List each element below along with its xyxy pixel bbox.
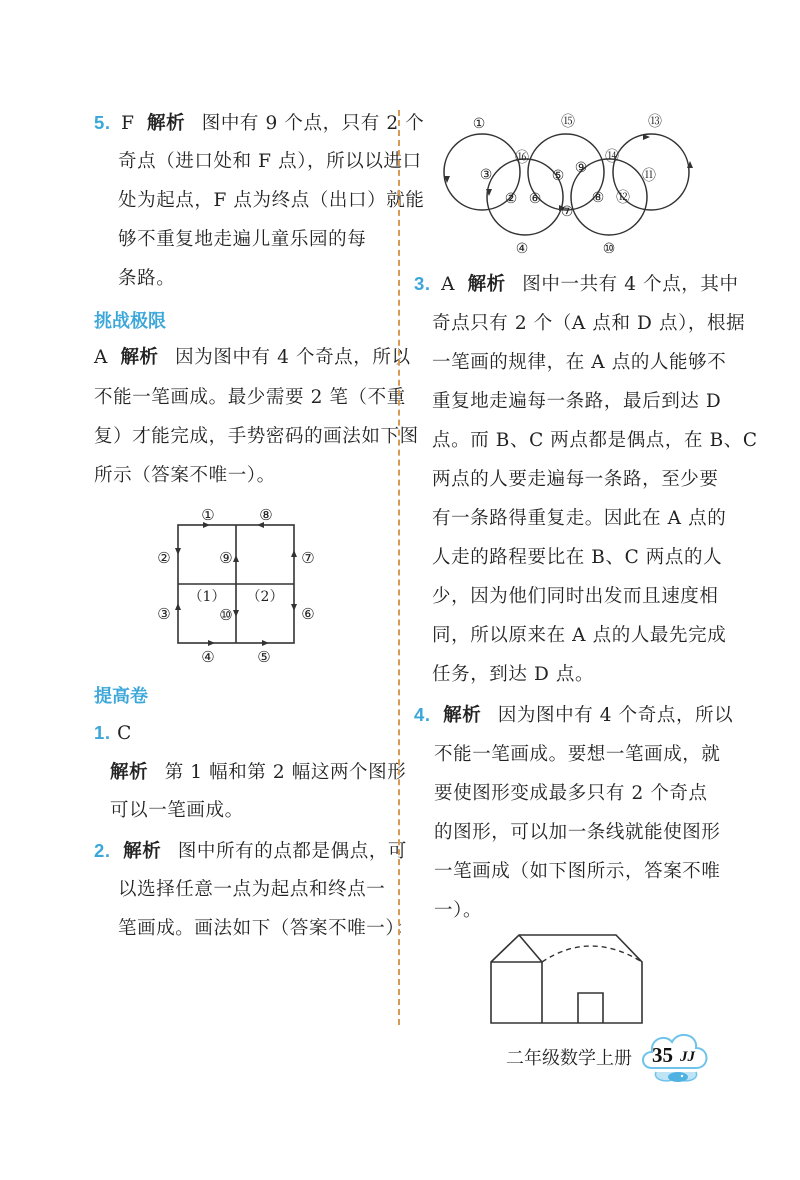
ring-label-4: ④ [515, 241, 529, 257]
q5-first-line [94, 110, 424, 137]
improve-q2-line-3: 笔画成。画法如下（答案不唯一）： [118, 918, 415, 939]
house-figure [480, 925, 660, 1030]
q5-answer: F [121, 113, 135, 134]
ring-label-7: ⑦ [560, 204, 574, 220]
grid-label-left-1: ② [157, 549, 171, 567]
q3-number: 3. [414, 273, 431, 294]
q3-line-10: 同，所以原来在 A 点的人最先完成 [432, 625, 727, 646]
footer-book-title: 二年级数学上册 [506, 1048, 632, 1069]
challenge-heading: 挑战极限 [94, 311, 166, 332]
arrow-left-top-icon [175, 548, 181, 555]
q4-line-2: 不能一笔画成。要想一笔画成，就 [434, 744, 721, 765]
q4-line-1: 因为图中有 4 个奇点，所以 [497, 705, 734, 726]
q5-number: 5. [94, 112, 111, 133]
improve-q2-number: 2. [94, 840, 111, 861]
arrow-bottom-right-icon [262, 640, 269, 646]
challenge-line-1: 因为图中有 4 个奇点，所以 [175, 347, 411, 368]
ring-label-15: ⑮ [561, 114, 575, 130]
q3-line-2: 奇点只有 2 个（A 点和 D 点），根据 [432, 313, 746, 334]
q3-line-6: 两点的人要走遍每一条路，至少要 [432, 469, 719, 490]
challenge-line-3: 复）才能完成，手势密码的画法如下图 [94, 426, 419, 447]
arrow-middle-top-icon [233, 555, 239, 562]
ring-label-6: ⑥ [528, 191, 542, 207]
grid-label-top-2: ⑧ [259, 506, 273, 524]
ring-label-3: ③ [479, 167, 493, 183]
q5-line-3: 处为起点，F 点为终点（出口）就能 [118, 190, 425, 211]
arrow-right-bottom-icon [291, 604, 297, 611]
q4-line-5: 一笔画成（如下图所示，答案不唯 [434, 861, 721, 882]
ring-label-14: ⑭ [605, 149, 619, 165]
grid-path-figure [150, 500, 320, 670]
q3-line-7: 有一条路得重复走。因此在 A 点的 [432, 508, 727, 529]
improve-q2-keyword: 解析 [123, 841, 162, 862]
q5-line-5: 条路。 [118, 268, 176, 289]
improve-q1-line-2: 可以一笔画成。 [110, 800, 244, 821]
q4-first-line [414, 702, 733, 729]
ring-label-8: ⑧ [591, 190, 605, 206]
q5-line-2: 奇点（进口处和 F 点），所以以进口 [118, 151, 422, 172]
challenge-line-2: 不能一笔画成。最少需要 2 笔（不重 [94, 387, 406, 408]
grid-label-left-2: ③ [157, 605, 171, 623]
arrow-bottom-left-icon [208, 640, 215, 646]
grid-label-right-2: ⑥ [301, 605, 315, 623]
ring-label-9: ⑨ [574, 160, 588, 176]
ring-label-13: ⑬ [648, 114, 662, 130]
arrow-middle-bottom-icon [233, 610, 239, 617]
grid-cell-label-1: （1） [188, 589, 226, 605]
house-left-wall [519, 935, 542, 1023]
q3-keyword: 解析 [467, 274, 506, 295]
q5-line-4: 够不重复地走遍儿童乐园的每 [118, 229, 367, 250]
grid-cell-label-2: （2） [246, 589, 284, 605]
improve-q1-line [94, 720, 132, 747]
grid-label-inner-1: ⑨ [219, 549, 233, 567]
ring-label-12: ⑫ [616, 190, 630, 206]
q3-line-3: 一笔画的规律，在 A 点的人能够不 [432, 352, 727, 373]
q4-line-6: 一）。 [434, 900, 483, 921]
rings-path-figure [430, 105, 710, 265]
whale-icon [668, 1072, 688, 1082]
arrow-left-bottom-icon [175, 603, 181, 610]
q5-keyword: 解析 [147, 113, 186, 134]
challenge-line-4: 所示（答案不唯一）。 [94, 465, 276, 486]
q3-line-1: 图中一共有 4 个点，其中 [522, 274, 739, 295]
improve-q1-number: 1. [94, 722, 111, 743]
ring-label-16: ⑯ [515, 150, 529, 166]
q3-line-4: 重复地走遍每一条路，最后到达 D [432, 391, 722, 412]
added-dashed-line [542, 946, 642, 962]
column-divider [398, 110, 400, 1025]
q4-number: 4. [414, 704, 431, 725]
page-number: 35 [652, 1043, 673, 1067]
grid-label-right-1: ⑦ [301, 549, 315, 567]
grid-label-inner-2: ⑩ [219, 606, 233, 624]
q3-line-11: 任务，到达 D 点。 [432, 664, 595, 685]
improve-q2-line-1: 图中所有的点都是偶点，可 [177, 841, 408, 862]
grid-label-bottom-1: ④ [201, 648, 215, 666]
arrow-right-top-icon [291, 550, 297, 557]
improve-q2-line-2: 以选择任意一点为起点和终点一 [118, 879, 386, 900]
edition-code: JJ [680, 1049, 695, 1065]
q3-line-9: 少，因为他们同时出发而且速度相 [432, 586, 719, 607]
ring-label-1: ① [472, 116, 486, 132]
improve-q1-first-line [110, 760, 406, 786]
challenge-first-line [94, 345, 411, 371]
q4-line-3: 要使图形变成最多只有 2 个奇点 [434, 783, 708, 804]
grid-label-top-1: ① [201, 506, 215, 524]
grid-label-bottom-2: ⑤ [257, 648, 271, 666]
improve-q1-keyword: 解析 [110, 762, 149, 783]
q3-answer: A [441, 274, 456, 295]
improve-q1-line-1: 第 1 幅和第 2 幅这两个图形 [164, 762, 407, 783]
challenge-answer: A [94, 347, 108, 368]
q4-line-4: 的图形，可以加一条线就能使图形 [434, 822, 721, 843]
improve-q2-first-line [94, 838, 407, 865]
q3-line-8: 人走的路程要比在 B、C 两点的人 [432, 547, 723, 568]
improve-heading: 提高卷 [94, 686, 148, 707]
ring-label-10: ⑩ [602, 241, 616, 257]
q3-first-line [414, 271, 739, 298]
challenge-keyword: 解析 [120, 347, 159, 368]
ring-label-2: ② [504, 191, 518, 207]
house-outline [491, 935, 642, 1023]
house-door [578, 993, 603, 1023]
q4-keyword: 解析 [443, 705, 482, 726]
improve-q1-answer: C [117, 723, 132, 744]
q3-line-5: 点。而 B、C 两点都是偶点，在 B、C [432, 430, 758, 451]
q5-line-1: 图中有 9 个点，只有 2 个 [201, 113, 425, 134]
ring-label-5: ⑤ [551, 168, 565, 184]
ring-label-11: ⑪ [642, 168, 656, 184]
page-badge-cloud-icon [638, 1022, 714, 1092]
